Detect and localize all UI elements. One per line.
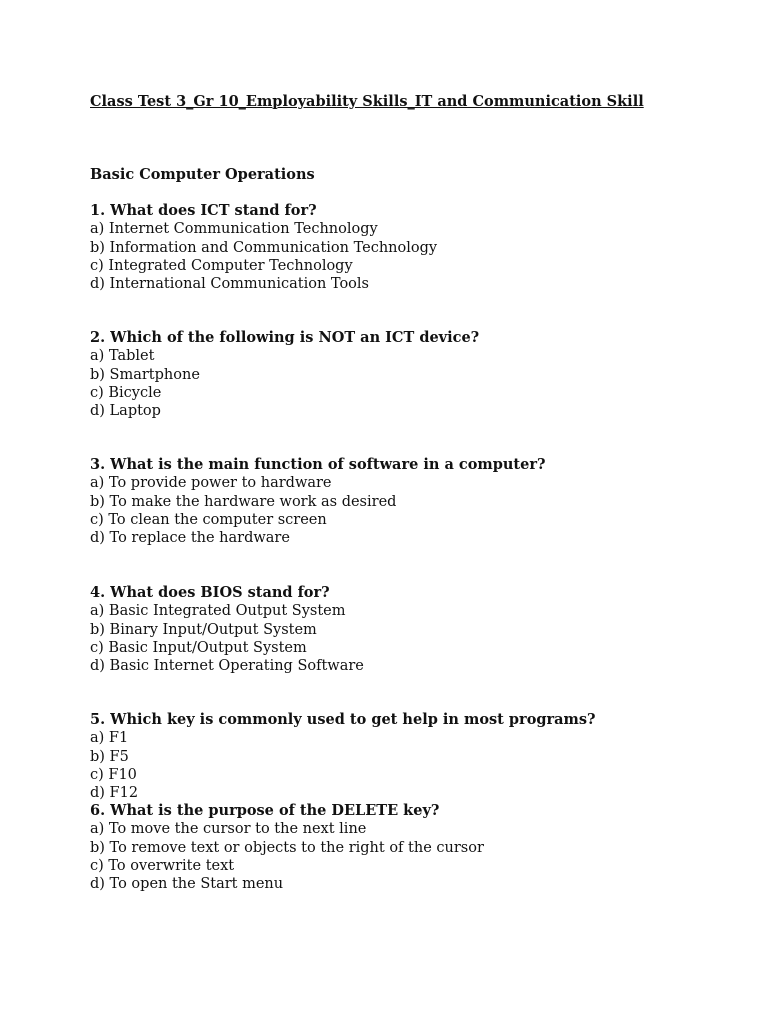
answer-option: d) Basic Internet Operating Software xyxy=(90,658,364,675)
answer-option: a) To provide power to hardware xyxy=(90,475,332,492)
answer-option: d) To open the Start menu xyxy=(90,876,284,893)
answer-option: b) To remove text or objects to the right of the cursor xyxy=(90,839,484,856)
answer-option: c) To overwrite text xyxy=(90,857,235,874)
answer-option: c) F10 xyxy=(90,766,137,783)
answer-option: a) To move the cursor to the next line xyxy=(90,821,367,838)
answer-option: d) International Communication Tools xyxy=(90,276,369,293)
question-5 xyxy=(90,711,730,802)
answer-option: c) Bicycle xyxy=(90,384,162,401)
question-6 xyxy=(90,802,730,893)
answer-option: b) Information and Communication Technology xyxy=(90,239,438,256)
question-4 xyxy=(90,584,730,675)
question-2 xyxy=(90,329,730,420)
question-text: 1. What does ICT stand for? xyxy=(90,202,317,219)
question-1 xyxy=(90,202,730,293)
answer-option: c) Basic Input/Output System xyxy=(90,639,307,656)
answer-option: b) Binary Input/Output System xyxy=(90,621,317,638)
answer-option: c) To clean the computer screen xyxy=(90,511,327,528)
question-text: 2. Which of the following is NOT an ICT device? xyxy=(90,329,480,346)
question-text: 3. What is the main function of software in a computer? xyxy=(90,456,546,473)
answer-option: a) F1 xyxy=(90,730,129,747)
answer-option: a) Internet Communication Technology xyxy=(90,221,378,238)
answer-option: a) Basic Integrated Output System xyxy=(90,603,346,620)
question-3 xyxy=(90,456,730,547)
answer-option: b) Smartphone xyxy=(90,366,200,383)
answer-option: b) F5 xyxy=(90,748,129,765)
answer-option: a) Tablet xyxy=(90,348,155,365)
question-text: 4. What does BIOS stand for? xyxy=(90,584,330,601)
question-text: 6. What is the purpose of the DELETE key? xyxy=(90,802,440,819)
answer-option: d) Laptop xyxy=(90,403,161,420)
document-title: Class Test 3_Gr 10_Employability Skills_IT and Communication Skill xyxy=(90,93,644,110)
section-heading: Basic Computer Operations xyxy=(90,166,315,183)
answer-option: c) Integrated Computer Technology xyxy=(90,257,353,274)
answer-option: d) To replace the hardware xyxy=(90,530,290,547)
answer-option: d) F12 xyxy=(90,785,139,802)
question-text: 5. Which key is commonly used to get help in most programs? xyxy=(90,711,596,728)
answer-option: b) To make the hardware work as desired xyxy=(90,493,397,510)
